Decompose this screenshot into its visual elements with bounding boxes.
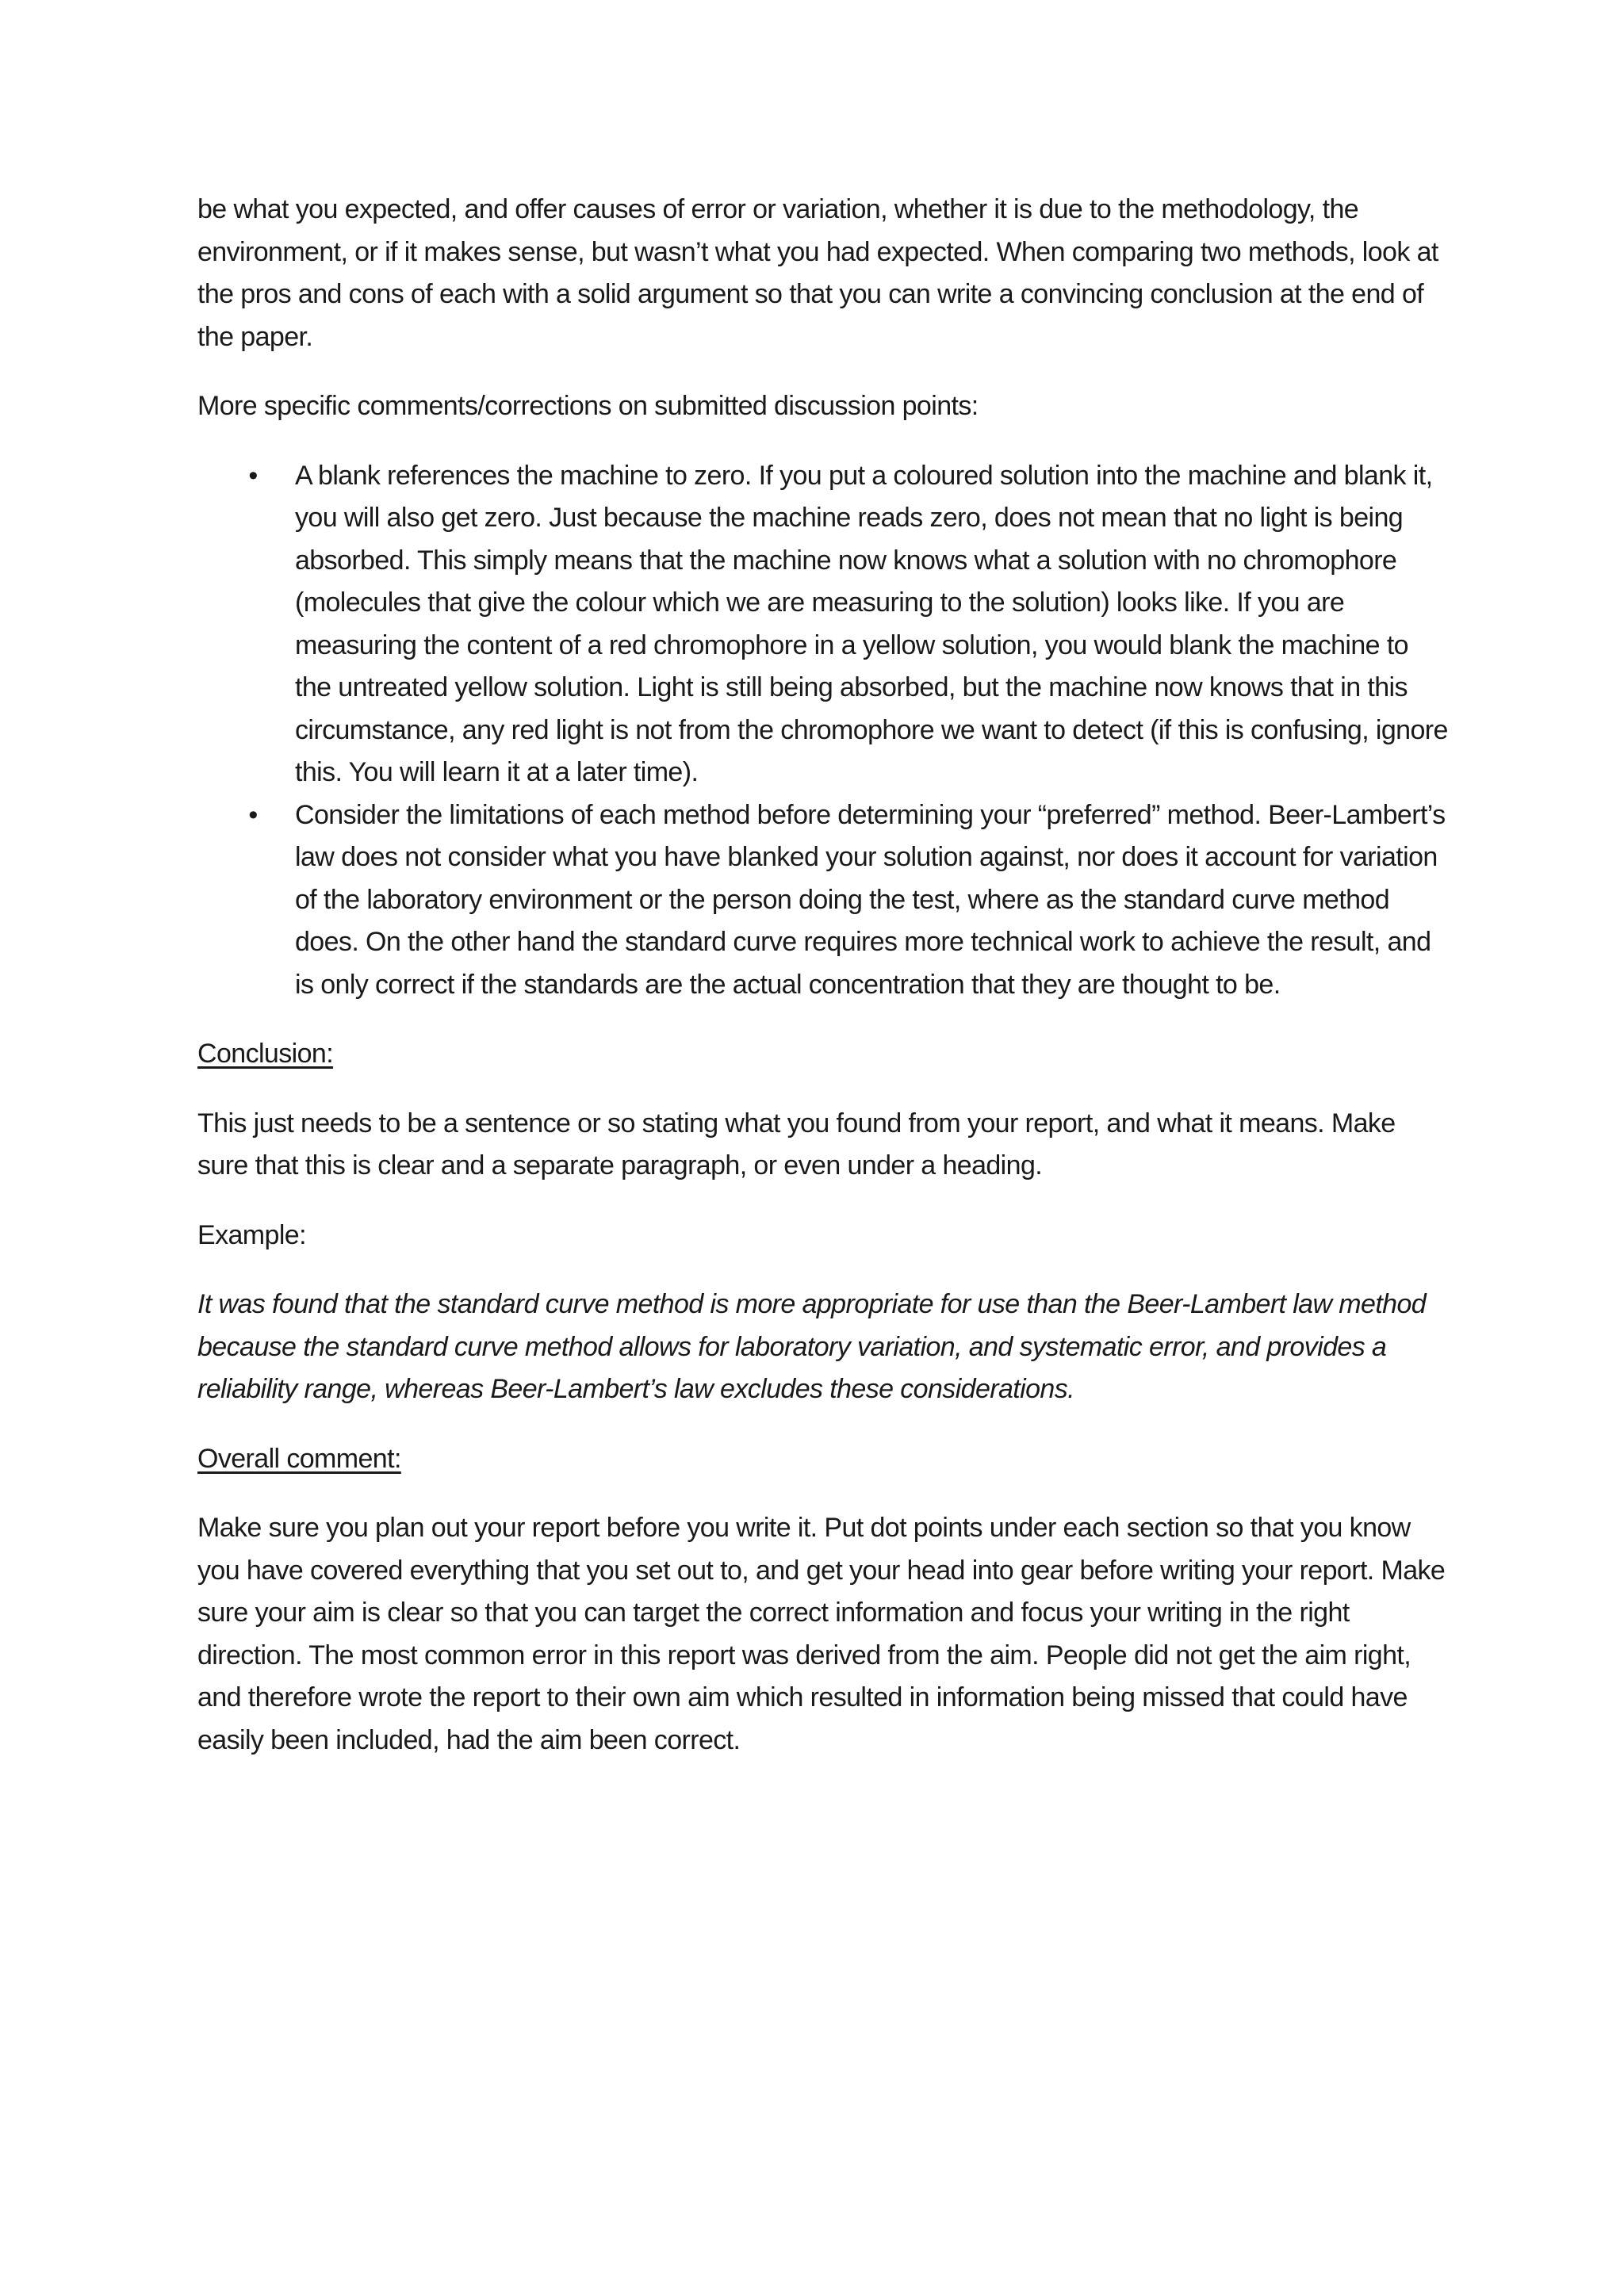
overall-comment-heading: Overall comment: bbox=[197, 1443, 401, 1474]
bullet-text: Consider the limitations of each method before determining your “preferred” method. Beer-Lambert’s law does not consider what you have blanked your solution against, nor does it account for variation of the laboratory environment or the person doing the test, where as the standard curve method does. On the other hand the standard curve requires more technical work to achieve the result, and is only correct if the standards are the actual concentration that they are thought to be. bbox=[295, 799, 1446, 1000]
bullet-icon: • bbox=[248, 799, 258, 830]
intro-paragraph: be what you expected, and offer causes of error or variation, whether it is due to the methodology, the environment, or if it makes sense, but wasn’t what you had expected. When comparing two methods, look at the pros and cons of each with a solid argument so that you can write a convincing conclusion at the end of the paper. bbox=[197, 194, 1438, 352]
document-page bbox=[197, 189, 1450, 1789]
bullet-item bbox=[248, 455, 1450, 794]
bullet-text: A blank references the machine to zero. If you put a coloured solution into the machine and blank it, you will also get zero. Just because the machine reads zero, does not mean that no light is being absorbed. This simply means that the machine now knows what a solution with no chromophore (molecules that give the colour which we are measuring to the solution) looks like. If you are measuring the content of a red chromophore in a yellow solution, you would blank the machine to the untreated yellow solution. Light is still being absorbed, but the machine now knows that in this circumstance, any red light is not from the chromophore we want to detect (if this is confusing, ignore this. You will learn it at a later time). bbox=[295, 460, 1448, 787]
example-text: It was found that the standard curve method is more appropriate for use than the Beer-Lambert law method because the standard curve method allows for laboratory variation, and systematic error, and provides a reliability range, whereas Beer-Lambert’s law excludes these considerations. bbox=[197, 1289, 1427, 1404]
conclusion-body: This just needs to be a sentence or so stating what you found from your report, and what it means. Make sure that this is clear and a separate paragraph, or even under a heading. bbox=[197, 1108, 1396, 1181]
bullet-icon: • bbox=[248, 460, 258, 491]
discussion-bullet-list bbox=[197, 455, 1450, 1007]
conclusion-heading: Conclusion: bbox=[197, 1039, 334, 1069]
example-label: Example: bbox=[197, 1219, 306, 1250]
overall-comment-body: Make sure you plan out your report before you write it. Put dot points under each section so that you know you have covered everything that you set out to, and get your head into gear before writing your report. Make sure your aim is clear so that you can target the correct information and focus your writing in the right direction. The most common error in this report was derived from the aim. People did not get the aim right, and therefore wrote the report to their own aim which resulted in information being missed that could have easily been included, had the aim been correct. bbox=[197, 1513, 1446, 1755]
comments-intro: More specific comments/corrections on submitted discussion points: bbox=[197, 391, 979, 421]
bullet-item bbox=[248, 794, 1450, 1007]
